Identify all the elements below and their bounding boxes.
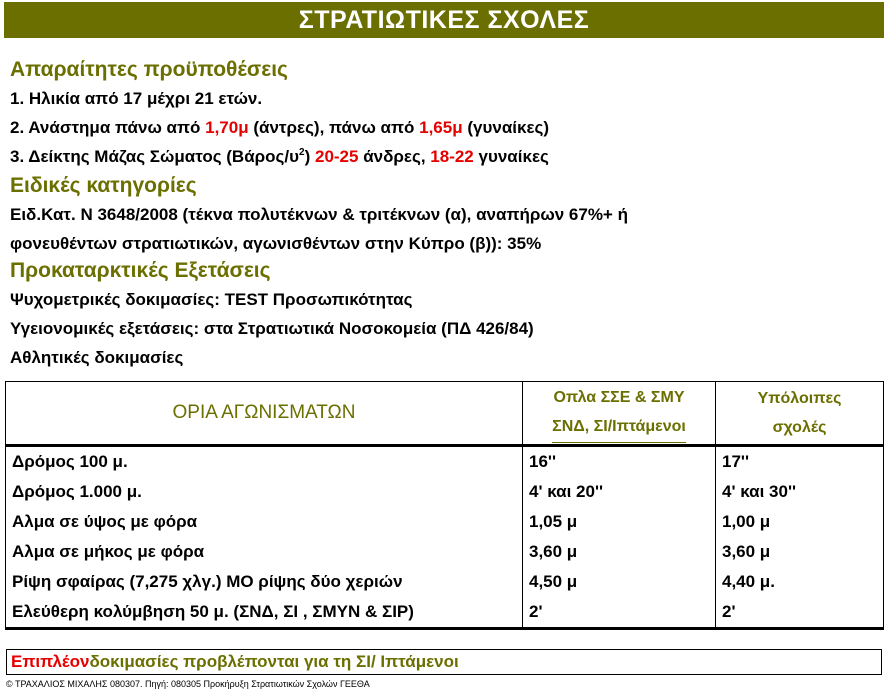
bmi-superscript: 2 bbox=[299, 147, 305, 158]
col3-cell: 4,40 μ. bbox=[716, 567, 884, 597]
special-line-2: φονευθέντων στρατιωτικών, αγωνισθέντων στην Κύπρο (β)): 35% bbox=[10, 234, 542, 253]
requirement-bmi bbox=[10, 142, 880, 171]
exam-medical: Υγειονομικές εξετάσεις: στα Στρατιωτικά Νοσοκομεία (ΠΔ 426/84) bbox=[10, 319, 534, 338]
requirement-age: 1. Ηλικία από 17 μέχρι 21 ετών. bbox=[10, 89, 263, 108]
height-mid: (άντρες), πάνω από bbox=[248, 118, 420, 137]
requirements-heading: Απαραίτητες προϋποθέσεις bbox=[10, 58, 288, 81]
col2-cell: 3,60 μ bbox=[523, 537, 716, 567]
table-row bbox=[6, 597, 884, 629]
col3-cell: 1,00 μ bbox=[716, 507, 884, 537]
header-col2-line1: Οπλα ΣΣΕ & ΣΜΥ bbox=[553, 389, 685, 406]
col2-cell: 4,50 μ bbox=[523, 567, 716, 597]
exam-athletic: Αθλητικές δοκιμασίες bbox=[10, 348, 184, 367]
col3-cell: 2' bbox=[716, 597, 884, 629]
bmi-women-value: 18-22 bbox=[430, 147, 474, 166]
event-cell: Δρόμος 1.000 μ. bbox=[6, 477, 523, 507]
requirements-section bbox=[10, 56, 880, 171]
limits-table bbox=[5, 381, 884, 630]
col2-cell: 2' bbox=[523, 597, 716, 629]
height-suffix: (γυναίκες) bbox=[462, 118, 550, 137]
special-line-1: Ειδ.Κατ. Ν 3648/2008 (τέκνα πολυτέκνων & τριτέκνων (α), αναπήρων 67%+ ή bbox=[10, 205, 628, 224]
header-col3-line2: σχολές bbox=[772, 419, 827, 436]
col3-cell: 17'' bbox=[716, 446, 884, 478]
table-header-main: ΟΡΙΑ ΑΓΩΝΙΣΜΑΤΩΝ bbox=[6, 382, 523, 446]
note-text: δοκιμασίες προβλέπονται για τη ΣΙ/ Ιπτάμενοι bbox=[89, 652, 459, 671]
col3-cell: 3,60 μ bbox=[716, 537, 884, 567]
event-cell: Δρόμος 100 μ. bbox=[6, 446, 523, 478]
note-highlight: Επιπλέον bbox=[11, 652, 90, 671]
page-title: ΣΤΡΑΤΙΩΤΙΚΕΣ ΣΧΟΛΕΣ bbox=[4, 2, 884, 38]
table-header-row bbox=[6, 382, 884, 446]
event-cell: Ρίψη σφαίρας (7,275 χλγ.) ΜΟ ρίψης δύο χεριών bbox=[6, 567, 523, 597]
col2-cell: 1,05 μ bbox=[523, 507, 716, 537]
header-col3-line1: Υπόλοιπες bbox=[757, 390, 842, 407]
table-header-col2 bbox=[523, 382, 716, 446]
header-col2-line2: ΣΝΔ, ΣΙ/Ιπτάμενοι bbox=[552, 412, 686, 443]
table-row bbox=[6, 446, 884, 478]
col2-cell: 16'' bbox=[523, 446, 716, 478]
event-cell: Αλμα σε μήκος με φόρα bbox=[6, 537, 523, 567]
table-row bbox=[6, 507, 884, 537]
table-row bbox=[6, 477, 884, 507]
exams-heading: Προκαταρκτικές Εξετάσεις bbox=[10, 259, 271, 282]
bmi-men-label: άνδρες, bbox=[358, 147, 431, 166]
additional-tests-note bbox=[6, 649, 882, 675]
table-row bbox=[6, 537, 884, 567]
height-prefix: 2. Ανάστημα πάνω από bbox=[10, 118, 206, 137]
exams-section bbox=[10, 257, 880, 372]
table-header-col3 bbox=[716, 382, 884, 446]
col3-cell: 4' και 30'' bbox=[716, 477, 884, 507]
special-heading: Ειδικές κατηγορίες bbox=[10, 174, 197, 197]
exam-psych: Ψυχομετρικές δοκιμασίες: TEST Προσωπικότητας bbox=[10, 290, 413, 309]
bmi-men-value: 20-25 bbox=[314, 147, 359, 166]
table-row bbox=[6, 567, 884, 597]
requirement-height bbox=[10, 113, 880, 142]
bmi-prefix: 3. Δείκτης Μάζας Σώματος (Βάρος/υ bbox=[10, 147, 300, 166]
special-section bbox=[10, 172, 880, 258]
height-men-value: 1,70μ bbox=[205, 118, 249, 137]
event-cell: Αλμα σε ύψος με φόρα bbox=[6, 507, 523, 537]
event-cell: Ελεύθερη κολύμβηση 50 μ. (ΣΝΔ, ΣΙ , ΣΜΥΝ & ΣΙΡ) bbox=[6, 597, 523, 629]
copyright-footer: © ΤΡΑΧΑΛΙΟΣ ΜΙΧΑΛΗΣ 080307. Πηγή: 080305 Προκήρυξη Στρατιωτικών Σχολών ΓΕΕΘΑ bbox=[6, 679, 370, 689]
bmi-women-label: γυναίκες bbox=[473, 147, 549, 166]
col2-cell: 4' και 20'' bbox=[523, 477, 716, 507]
bmi-mid: ) bbox=[304, 147, 315, 166]
height-women-value: 1,65μ bbox=[419, 118, 463, 137]
